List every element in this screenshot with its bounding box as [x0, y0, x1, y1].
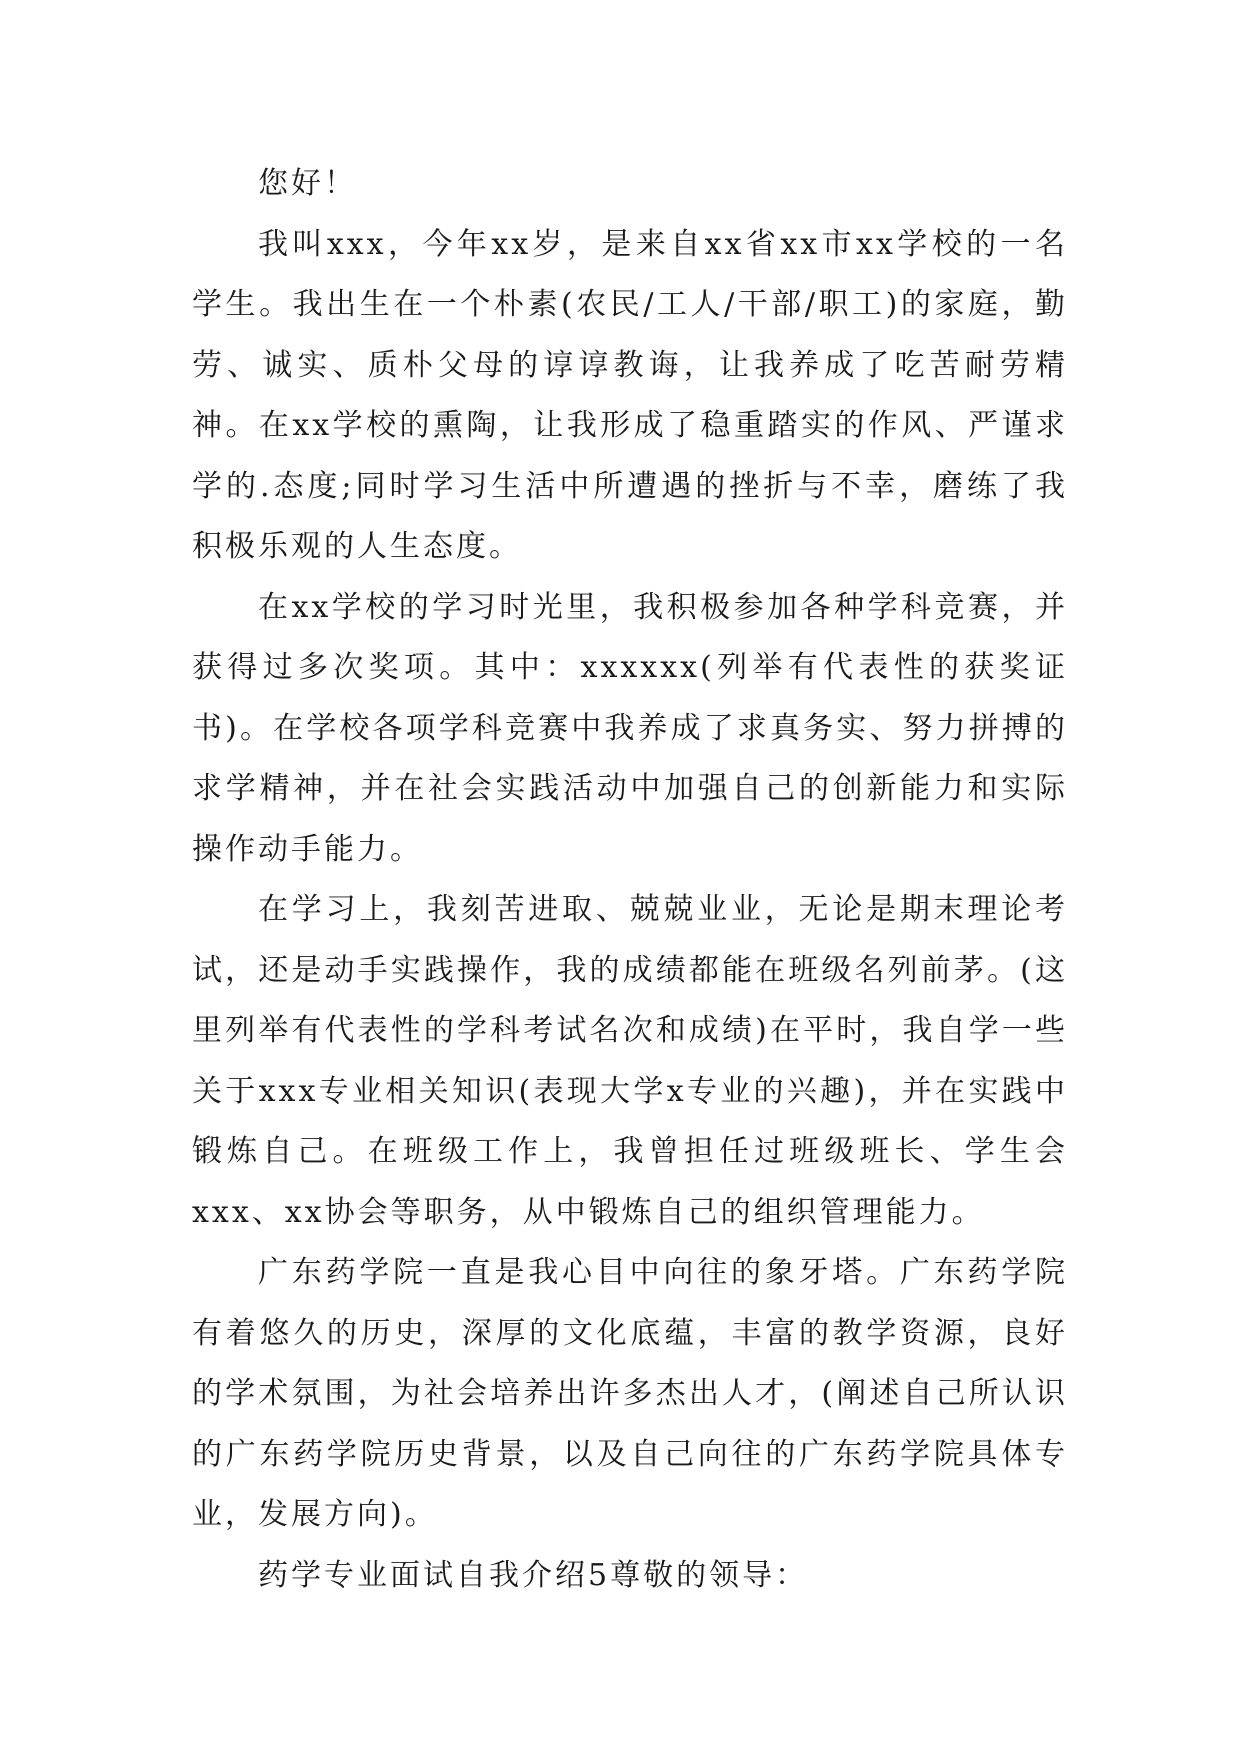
document-body	[192, 154, 1068, 1606]
paragraph-greeting: 您好！	[258, 166, 357, 201]
paragraph-competitions: 在xx学校的学习时光里，我积极参加各种学科竞赛，并获得过多次奖项。其中：xxxxxx(列举有代表性的获奖证书)。在学校各项学科竞赛中我养成了求真务实、努力拼搏的求学精神，并在社会实践活动中加强自己的创新能力和实际操作动手能力。	[192, 589, 1068, 867]
paragraph-studies: 在学习上，我刻苦进取、兢兢业业，无论是期末理论考试，还是动手实践操作，我的成绩都能在班级名列前茅。(这里列举有代表性的学科考试名次和成绩)在平时，我自学一些关于xxx专业相关知识(表现大学x专业的兴趣)，并在实践中锻炼自己。在班级工作上，我曾担任过班级班长、学生会xxx、xx协会等职务，从中锻炼自己的组织管理能力。	[192, 892, 1068, 1230]
paragraph-next-heading: 药学专业面试自我介绍5尊敬的领导：	[258, 1557, 809, 1593]
paragraph-introduction: 我叫xxx，今年xx岁，是来自xx省xx市xx学校的一名学生。我出生在一个朴素(农民/工人/干部/职工)的家庭，勤劳、诚实、质朴父母的谆谆教诲，让我养成了吃苦耐劳精神。在xx学校的熏陶，让我形成了稳重踏实的作风、严谨求学的.态度;同时学习生活中所遭遇的挫折与不幸，磨练了我积极乐观的人生态度。	[192, 226, 1068, 564]
paragraph-university: 广东药学院一直是我心目中向往的象牙塔。广东药学院有着悠久的历史，深厚的文化底蕴，丰富的教学资源，良好的学术氛围，为社会培养出许多杰出人才，(阐述自己所认识的广东药学院历史背景，以及自己向往的广东药学院具体专业，发展方向)。	[192, 1255, 1068, 1532]
